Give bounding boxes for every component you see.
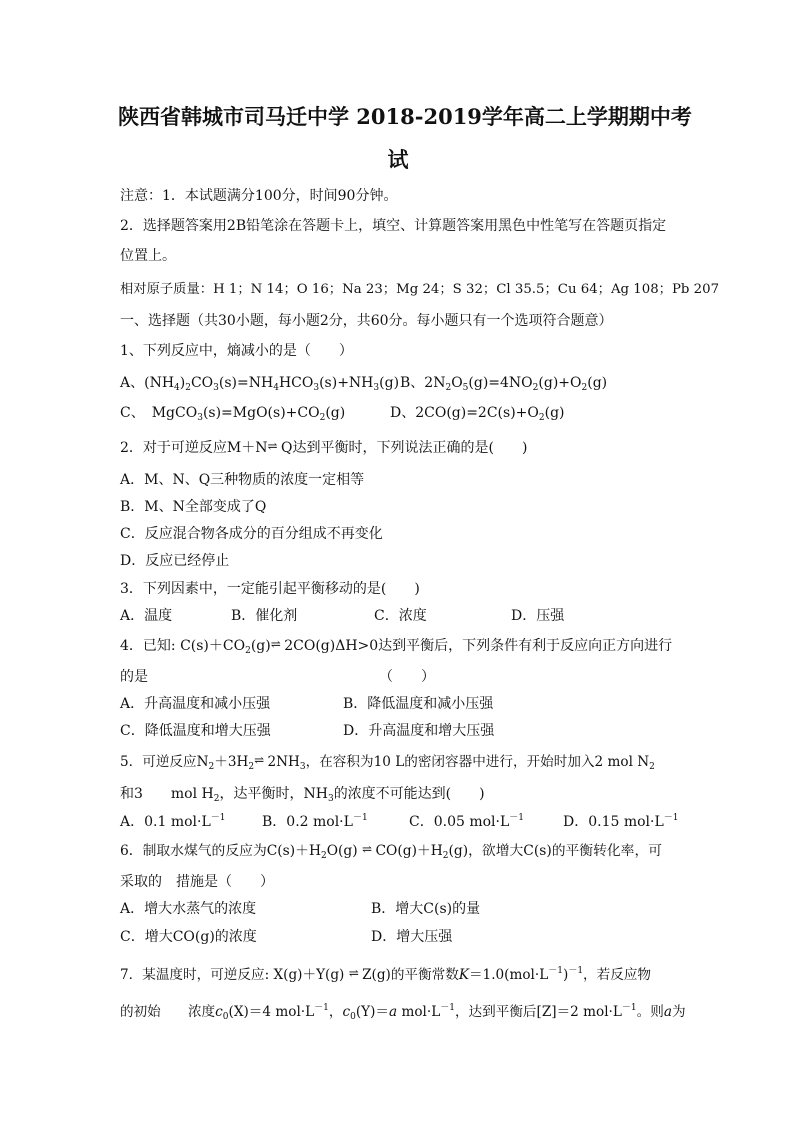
q7-stem-line2: 的初始 浓度$c_0(X)=4$ $mol\cdot L^{-1}$，$c_0(Y)=a$ $mol\cdot L^{-1}$，达到平衡后[Z]＝2 $mol\cdot L^{-1}$。则a为: [120, 1003, 686, 1022]
equilibrium-arrow-icon: ⇌: [348, 966, 358, 980]
q5-option-d: D．0.15 $mol\cdot L^{-1}$: [563, 813, 679, 830]
q3-stem: 3．下列因素中，一定能引起平衡移动的是( ): [120, 581, 420, 597]
q5-stem-line2: 和3 mol $H_2$，达平衡时，$NH_3$的浓度不可能达到( ): [120, 786, 485, 804]
q5-option-b: B．0.2 $mol\cdot L^{-1}$: [262, 813, 368, 830]
q4-stem-line2: 的是 （ ）: [120, 669, 435, 685]
document-title-line1: 陕西省韩城市司马迁中学 2018-2019学年高二上学期期中考: [118, 104, 692, 129]
document-title-line2: 试: [387, 147, 409, 172]
q2-option-b: B．M、N全部变成了Q: [120, 499, 267, 515]
q4-option-c: C．降低温度和增大压强: [120, 723, 271, 739]
note-2-line1: 2．选择题答案用2B铅笔涂在答题卡上，填空、计算题答案用黑色中性笔写在答题页指定: [120, 218, 667, 234]
q2-option-c: C．反应混合物各成分的百分组成不再变化: [120, 526, 383, 542]
q7-stem-line1: 7．某温度时，可逆反应: X(g)＋Y(g) ⇌ Z(g)的平衡常数$K=1.0(mol\cdot L^{-1})^{-1}$，若反应物: [120, 963, 651, 985]
atomic-mass-line: 相对原子质量：H 1；N 14；O 16；Na 23；Mg 24；S 32；Cl 35.5；Cu 64；Ag 108；Pb 207: [120, 282, 720, 297]
q1-stem: 1、下列反应中，熵减小的是（ ）: [120, 343, 353, 359]
q3-option-b: B．催化剂: [231, 608, 298, 624]
equilibrium-arrow-icon: ⇌: [362, 842, 372, 856]
q4-option-b: B．降低温度和减小压强: [343, 696, 494, 712]
q1-option-c: C、 $MgCO_3(s)=MgO(s)+CO_2(g)$: [120, 405, 346, 423]
q2-option-a: A．M、N、Q三种物质的浓度一定相等: [120, 472, 365, 488]
q5-option-a: A．0.1 $mol\cdot L^{-1}$: [120, 813, 226, 830]
equilibrium-arrow-icon: ⇌: [270, 637, 280, 651]
equilibrium-arrow-icon: ⇌: [254, 753, 264, 767]
q5-option-c: C．0.05 $mol\cdot L^{-1}$: [409, 813, 524, 830]
q1-option-a: A、$(NH_4)_2CO_3(s)=NH_4HCO_3(s)+NH_3(g)$: [120, 375, 400, 393]
q6-stem-line2: 采取的 措施是（ ）: [120, 874, 274, 890]
q6-option-c: C．增大CO(g)的浓度: [120, 929, 257, 945]
q5-stem-line1: 5．可逆反应$N_2+3H_2\rightleftharpoons$ $2NH_3$，在容积为10 L的密闭容器中进行，开始时加入2 mol $N_2$: [120, 750, 655, 772]
q6-option-a: A．增大水蒸气的浓度: [120, 901, 257, 917]
section-heading: 一、选择题（共30小题，每小题2分，共60分。每小题只有一个选项符合题意）: [120, 313, 613, 329]
q3-option-c: C．浓度: [374, 608, 427, 624]
equilibrium-arrow-icon: ⇌: [267, 439, 277, 453]
q6-option-b: B．增大C(s)的量: [371, 901, 481, 917]
q2-stem: 2．对于可逆反应M＋N⇌ Q达到平衡时，下列说法正确的是( ): [120, 436, 527, 458]
q3-option-d: D．压强: [511, 608, 565, 624]
note-2-line2: 位置上。: [120, 248, 176, 264]
q4-stem-line1: 4．已知: $C(s)+CO_2(g)\rightleftharpoons$ 2CO(g)ΔH>0达到平衡后，下列条件有利于反应向正方向进行: [120, 634, 672, 656]
q6-option-d: D．增大压强: [371, 929, 453, 945]
q1-option-d: D、$2CO(g)=2C(s)+O_2(g)$: [390, 405, 565, 423]
q3-option-a: A．温度: [120, 608, 173, 624]
q1-option-b: B、$2N_2O_5(g)=4NO_2(g)+O_2(g)$: [400, 375, 608, 393]
q6-stem-line1: 6．制取水煤气的反应为$C(s)+H_2O(g)$ ⇌ $CO(g)+H_2(g)$，欲增大C(s)的平衡转化率，可: [120, 839, 662, 861]
q4-option-a: A．升高温度和减小压强: [120, 696, 271, 712]
note-1: 注意：1．本试题满分100分，时间90分钟。: [120, 188, 398, 204]
q4-option-d: D．升高温度和增大压强: [343, 723, 495, 739]
q2-option-d: D．反应已经停止: [120, 553, 230, 569]
